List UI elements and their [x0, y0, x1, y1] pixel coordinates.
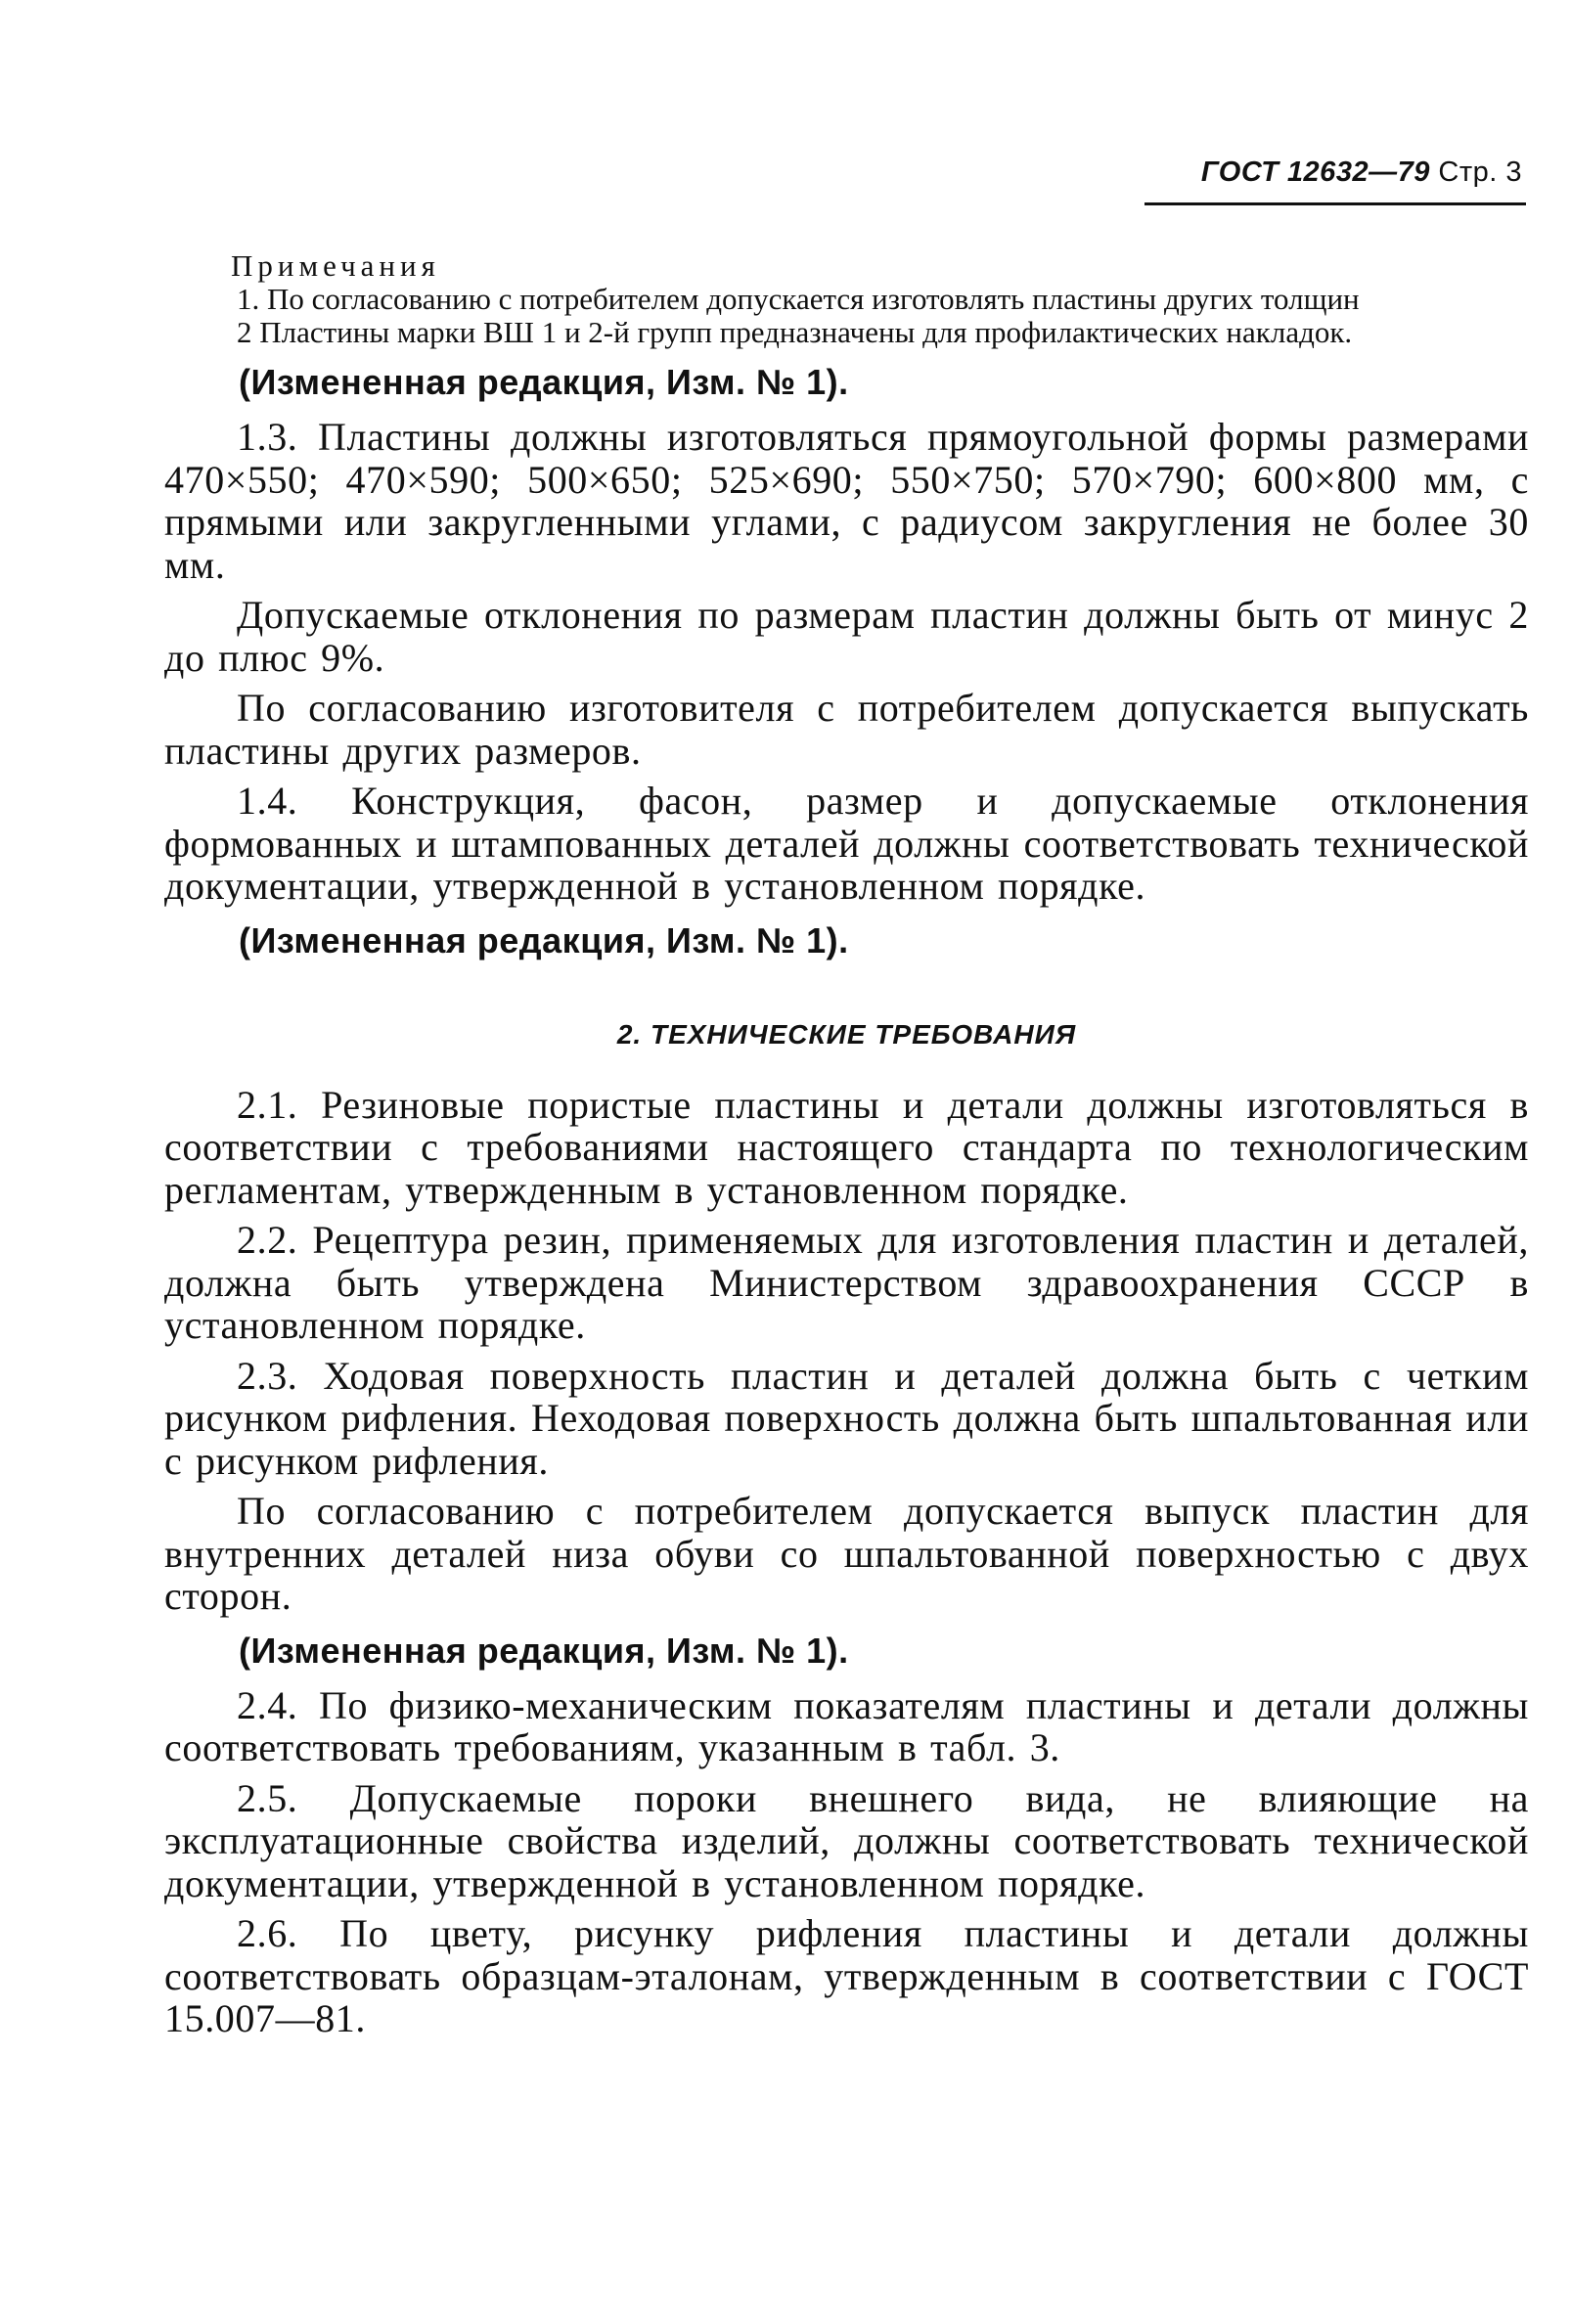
clause-2-6: 2.6. По цвету, рисунку рифления пластины и детали должны соответствовать образцам-эталонам, утвержденным в соответствии с ГОСТ 15.007—81.	[164, 1911, 1529, 2040]
clause-2-1: 2.1. Резиновые пористые пластины и детали должны изготовляться в соответствии с требованиями настоящего стандарта по технологическим регламентам, утвержденным в установленном порядке.	[164, 1082, 1529, 1212]
clause-2-3: 2.3. Ходовая поверхность пластин и деталей должна быть с четким рисунком рифления. Неходовая поверхность должна быть шпальтованная или с рисунком рифления.	[164, 1353, 1529, 1483]
clause-1-3-other-sizes: По согласованию изготовителя с потребителем допускается выпускать пластины других размеров.	[164, 686, 1529, 773]
clause-1-3: 1.3. Пластины должны изготовляться прямоугольной формы размерами 470×550; 470×590; 500×650; 525×690; 550×750; 570×790; 600×800 мм, с прямыми или закругленными углами, с радиусом закругления не более 30 мм.	[164, 415, 1529, 587]
amendment-note: (Измененная редакция, Изм. № 1).	[239, 919, 849, 961]
clause-1-4: 1.4. Конструкция, фасон, размер и допускаемые отклонения формованных и штампованных деталей должны соответствовать технической документации, утвержденной в установленном порядке.	[164, 779, 1529, 908]
amendment-note: (Измененная редакция, Изм. № 1).	[239, 1630, 849, 1671]
page-number: Стр. 3	[1438, 156, 1522, 188]
notes-block	[164, 249, 1529, 349]
notes-title: Примечания	[231, 248, 440, 283]
section-title: 2. ТЕХНИЧЕСКИЕ ТРЕБОВАНИЯ	[616, 1018, 1077, 1050]
clause-2-5: 2.5. Допускаемые пороки внешнего вида, не влияющие на эксплуатационные свойства изделий, должны соответствовать технической документации, утвержденной в установленном порядке.	[164, 1775, 1529, 1905]
clause-2-4: 2.4. По физико-механическим показателям пластины и детали должны соответствовать требованиям, указанным в табл. 3.	[164, 1682, 1529, 1769]
header-rule	[1145, 202, 1526, 205]
page-header	[1201, 156, 1522, 189]
clause-1-3-tolerance: Допускаемые отклонения по размерам пластин должны быть от минус 2 до плюс 9%.	[164, 593, 1529, 680]
clause-2-2: 2.2. Рецептура резин, применяемых для изготовления пластин и деталей, должна быть утверждена Министерством здравоохранения СССР в установленном порядке.	[164, 1218, 1529, 1347]
amendment-note: (Измененная редакция, Изм. № 1).	[239, 362, 849, 402]
clause-2-3-agreement: По согласованию с потребителем допускается выпуск пластин для внутренних деталей низа обуви со шпальтованной поверхностью с двух сторон.	[164, 1489, 1529, 1618]
standard-number: ГОСТ 12632—79	[1200, 156, 1430, 188]
note-item-2: 2 Пластины марки ВШ 1 и 2-й групп предназначены для профилактических накладок.	[237, 315, 1353, 349]
page-content	[164, 249, 1529, 2048]
note-item-1: 1. По согласованию с потребителем допускается изготовлять пластины других толщин	[237, 282, 1360, 316]
